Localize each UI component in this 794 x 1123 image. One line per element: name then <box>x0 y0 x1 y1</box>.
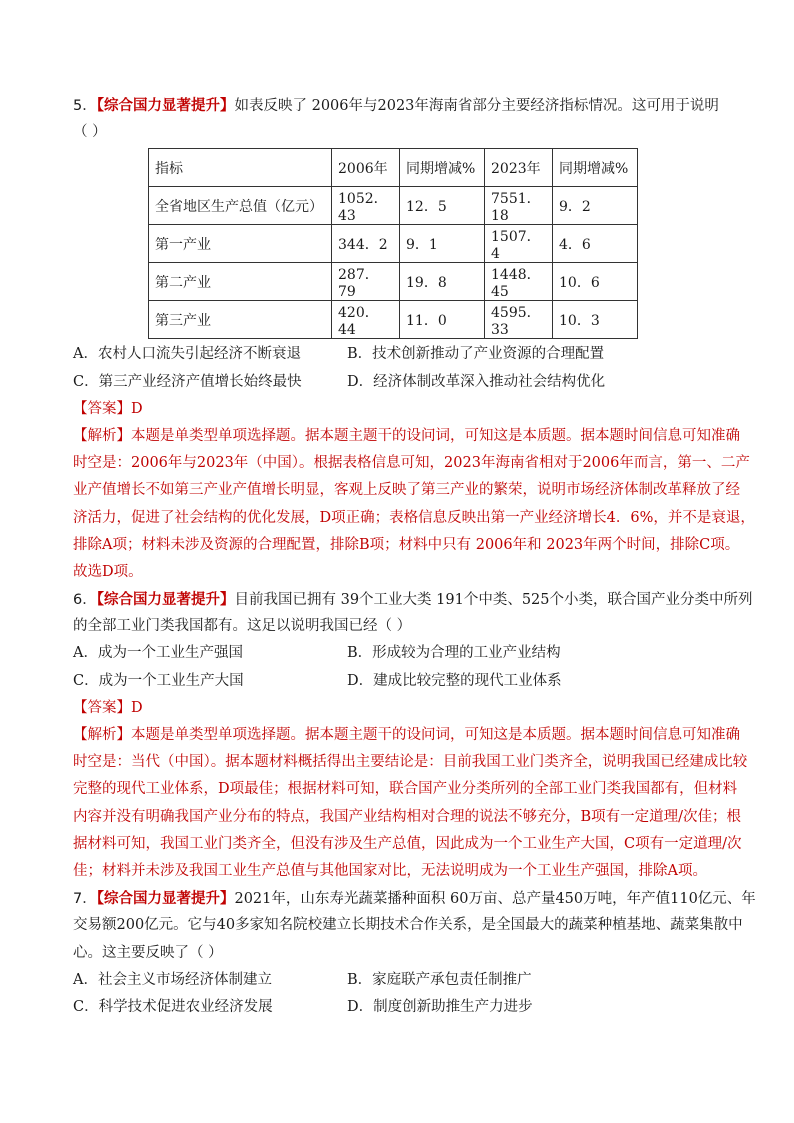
q7-option-d[interactable]: D．制度创新助推生产力进步 <box>347 998 533 1015</box>
q6-option-b[interactable]: B．形成较为合理的工业产业结构 <box>347 645 561 662</box>
q6-analysis-line: 完整的现代工业体系，D项最佳；根据材料可知，联合国产业分类所列的全部工业门类我国都有，但材料 <box>73 781 738 798</box>
table-cell: 10．3 <box>553 301 638 339</box>
q6-analysis-line: 时空是：当代（中国）。据本题材料概括得出主要结论是：目前我国工业门类齐全，说明我国已经建成比较 <box>73 754 748 771</box>
q5-data-table <box>148 148 638 339</box>
q5-answer: 【答案】D <box>73 400 143 417</box>
q7-option-c[interactable]: C．科学技术促进农业经济发展 <box>73 998 273 1015</box>
q5-option-c[interactable]: C．第三产业经济产值增长始终最快 <box>73 373 302 390</box>
q5-option-d[interactable]: D．经济体制改革深入推动社会结构优化 <box>347 373 606 390</box>
table-cell: 1448．45 <box>485 263 553 301</box>
q6-number: 6． <box>73 592 97 609</box>
q6-options-row-1 <box>73 640 725 667</box>
q6-analysis-line: 内容并没有明确我国产业分布的特点，我国产业结构相对合理的说法不够充分，B项有一定道理/次佳；根 <box>73 808 742 825</box>
table-cell: 287．79 <box>332 263 400 301</box>
q6-analysis-line: 佳；材料并未涉及我国工业生产总值与其他国家对比，无法说明成为一个工业生产强国，排除A项。 <box>73 862 707 879</box>
q7-tag: 【综合国力显著提升】 <box>96 890 235 908</box>
q5-stem-line-1 <box>73 92 725 119</box>
q6-stem: 目前我国已拥有 39个工业大类 191个中类、525个小类，联合国产业分类中所列 <box>234 592 753 609</box>
table-cell: 19．8 <box>400 263 485 301</box>
table-cell: 9．2 <box>553 187 638 225</box>
table-cell: 第一产业 <box>149 225 332 263</box>
q7-number: 7． <box>73 891 97 908</box>
table-cell: 9．1 <box>400 225 485 263</box>
table-header-row <box>149 149 638 187</box>
table-row <box>149 225 638 263</box>
q6-stem-line-2: 的全部工业门类我国都有。这足以说明我国已经（ ） <box>73 618 412 635</box>
q5-analysis-line: 排除A项；材料未涉及资源的合理配置，排除B项；材料中只有 2006年和 2023年两个时间，排除C项。 <box>73 536 740 553</box>
q7-options-row-2 <box>73 994 725 1021</box>
table-cell: 10．6 <box>553 263 638 301</box>
table-cell: 1507．4 <box>485 225 553 263</box>
table-cell: 第二产业 <box>149 263 332 301</box>
table-cell: 7551．18 <box>485 187 553 225</box>
q5-stem-line-2: （ ） <box>73 124 107 141</box>
table-cell: 12．5 <box>400 187 485 225</box>
table-cell: 4595．33 <box>485 301 553 339</box>
table-header-cell: 2006年 <box>332 149 400 187</box>
table-header-cell: 同期增减% <box>553 149 638 187</box>
q7-stem: 2021年，山东寿光蔬菜播种面积 60万亩、总产量450万吨，年产值110亿元、年 <box>234 891 756 908</box>
q6-tag: 【综合国力显著提升】 <box>96 591 235 609</box>
table-cell: 1052．43 <box>332 187 400 225</box>
table-cell: 11．0 <box>400 301 485 339</box>
table-row <box>149 187 638 225</box>
q5-stem: 如表反映了 2006年与2023年海南省部分主要经济指标情况。这可用于说明 <box>234 98 719 114</box>
q5-analysis-line: 【解析】本题是单类型单项选择题。据本题主题干的设问词，可知这是本质题。据本题时间信息可知准确 <box>73 427 740 444</box>
q7-stem-line-1 <box>73 885 756 912</box>
q7-options-row-1 <box>73 967 725 994</box>
table-header-cell: 2023年 <box>485 149 553 187</box>
q5-tag: 【综合国力显著提升】 <box>96 97 235 114</box>
q6-analysis-line: 【解析】本题是单类型单项选择题。据本题主题干的设问词，可知这是本质题。据本题时间信息可知准确 <box>73 727 740 743</box>
q5-options-row-1 <box>73 341 725 368</box>
table-header-cell: 指标 <box>149 149 332 187</box>
q6-options-row-2 <box>73 668 725 695</box>
table-cell: 4．6 <box>553 225 638 263</box>
q5-analysis-line: 时空是：2006年与2023年（中国）。根据表格信息可知，2023年海南省相对于2006年而言，第一、二产 <box>73 455 750 472</box>
q7-stem-line-2: 交易额200亿元。它与40多家知名院校建立长期技术合作关系，是全国最大的蔬菜种植基地、蔬菜集散中 <box>73 917 743 934</box>
q5-analysis-line: 业产值增长不如第三产业产值增长明显，客观上反映了第三产业的繁荣，说明市场经济体制改革释放了经 <box>73 482 740 499</box>
table-cell: 344．2 <box>332 225 400 263</box>
q5-option-b[interactable]: B．技术创新推动了产业资源的合理配置 <box>347 346 605 363</box>
q5-analysis-line: 故选D项。 <box>73 563 143 580</box>
table-row <box>149 263 638 301</box>
q5-number: 5． <box>73 98 97 114</box>
table-header-cell: 同期增减% <box>400 149 485 187</box>
q7-stem-line-3: 心。这主要反映了（ ） <box>73 944 223 961</box>
q5-options-row-2 <box>73 369 725 396</box>
table-cell: 420．44 <box>332 301 400 339</box>
table-cell: 第三产业 <box>149 301 332 339</box>
q6-option-d[interactable]: D．建成比较完整的现代工业体系 <box>347 672 562 689</box>
q6-option-a[interactable]: A．成为一个工业生产强国 <box>73 645 243 662</box>
table-row <box>149 301 638 339</box>
q6-option-c[interactable]: C．成为一个工业生产大国 <box>73 672 244 689</box>
q6-answer: 【答案】D <box>73 699 143 716</box>
q6-analysis-line: 据材料可知，我国工业门类齐全，但没有涉及生产总值，因此成为一个工业生产大国，C项有一定道理/次 <box>73 835 742 852</box>
q5-analysis-line: 济活力，促进了社会结构的优化发展，D项正确；表格信息反映出第一产业经济增长4．6%，并不是衰退， <box>73 509 755 526</box>
q7-option-a[interactable]: A．社会主义市场经济体制建立 <box>73 971 272 988</box>
table-cell: 全省地区生产总值（亿元） <box>149 187 332 225</box>
document-page <box>73 92 756 1021</box>
q5-option-a[interactable]: A．农村人口流失引起经济不断衰退 <box>73 346 301 363</box>
q6-stem-line-1 <box>73 586 753 613</box>
q7-option-b[interactable]: B．家庭联产承包责任制推广 <box>347 971 532 988</box>
